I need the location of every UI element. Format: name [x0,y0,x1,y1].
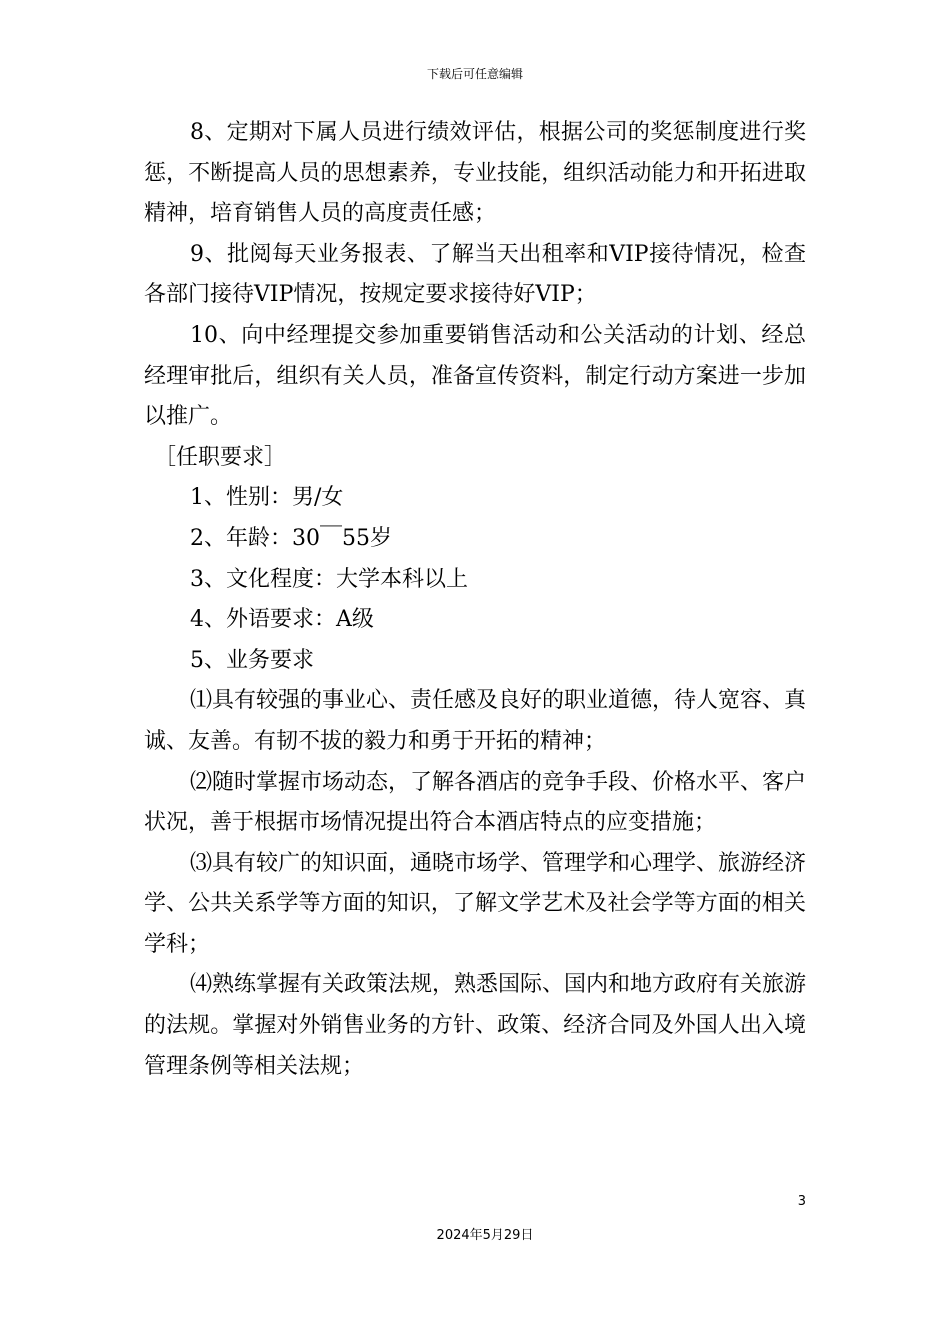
page-footer-date: 2024年5月29日 [436,1228,534,1243]
business-req-2: ⑵随时掌握市场动态，了解各酒店的竞争手段、价格水平、客户状况，善于根据市场情况提出符合本酒店特点的应变措施； [144,769,807,836]
duty-item-8: 8、定期对下属人员进行绩效评估，根据公司的奖惩制度进行奖惩，不断提高人员的思想素养，专业技能，组织活动能力和开拓进取精神，培育销售人员的高度责任感； [144,120,806,227]
duty-item-9: 9、批阅每天业务报表、了解当天出租率和VIP接待情况，检查各部门接待VIP情况，按规定要求接待好VIP； [144,241,806,308]
business-req-4: ⑷熟练掌握有关政策法规，熟悉国际、国内和地方政府有关旅游的法规。掌握对外销售业务的方针、政策、经济合同及外国人出入境管理条例等相关法规； [144,972,807,1079]
page-number: 3 [797,1194,806,1209]
duty-item-10: 10、向中经理提交参加重要销售活动和公关活动的计划、经总经理审批后，组织有关人员，准备宣传资料，制定行动方案进一步加以推广。 [144,322,806,430]
page-header: 下载后可任意编辑 [426,67,523,81]
section-heading-requirements: ［任职要求］ [154,444,287,470]
requirement-business: 5、业务要求 [190,647,314,673]
requirement-education: 3、文化程度：大学本科以上 [190,566,468,592]
requirement-age: 2、年龄：30￣55岁 [190,525,392,551]
business-req-1: ⑴具有较强的事业心、责任感及良好的职业道德，待人宽容、真诚、友善。有韧不拔的毅力和勇于开拓的精神； [144,688,807,754]
requirement-gender: 1、性别：男/女 [190,485,344,511]
requirement-language: 4、外语要求：A级 [190,607,374,633]
document-body [144,113,806,1087]
business-req-3: ⑶具有较广的知识面，通晓市场学、管理学和心理学、旅游经济学、公共关系学等方面的知识，了解文学艺术及社会学等方面的相关学科； [144,850,807,957]
